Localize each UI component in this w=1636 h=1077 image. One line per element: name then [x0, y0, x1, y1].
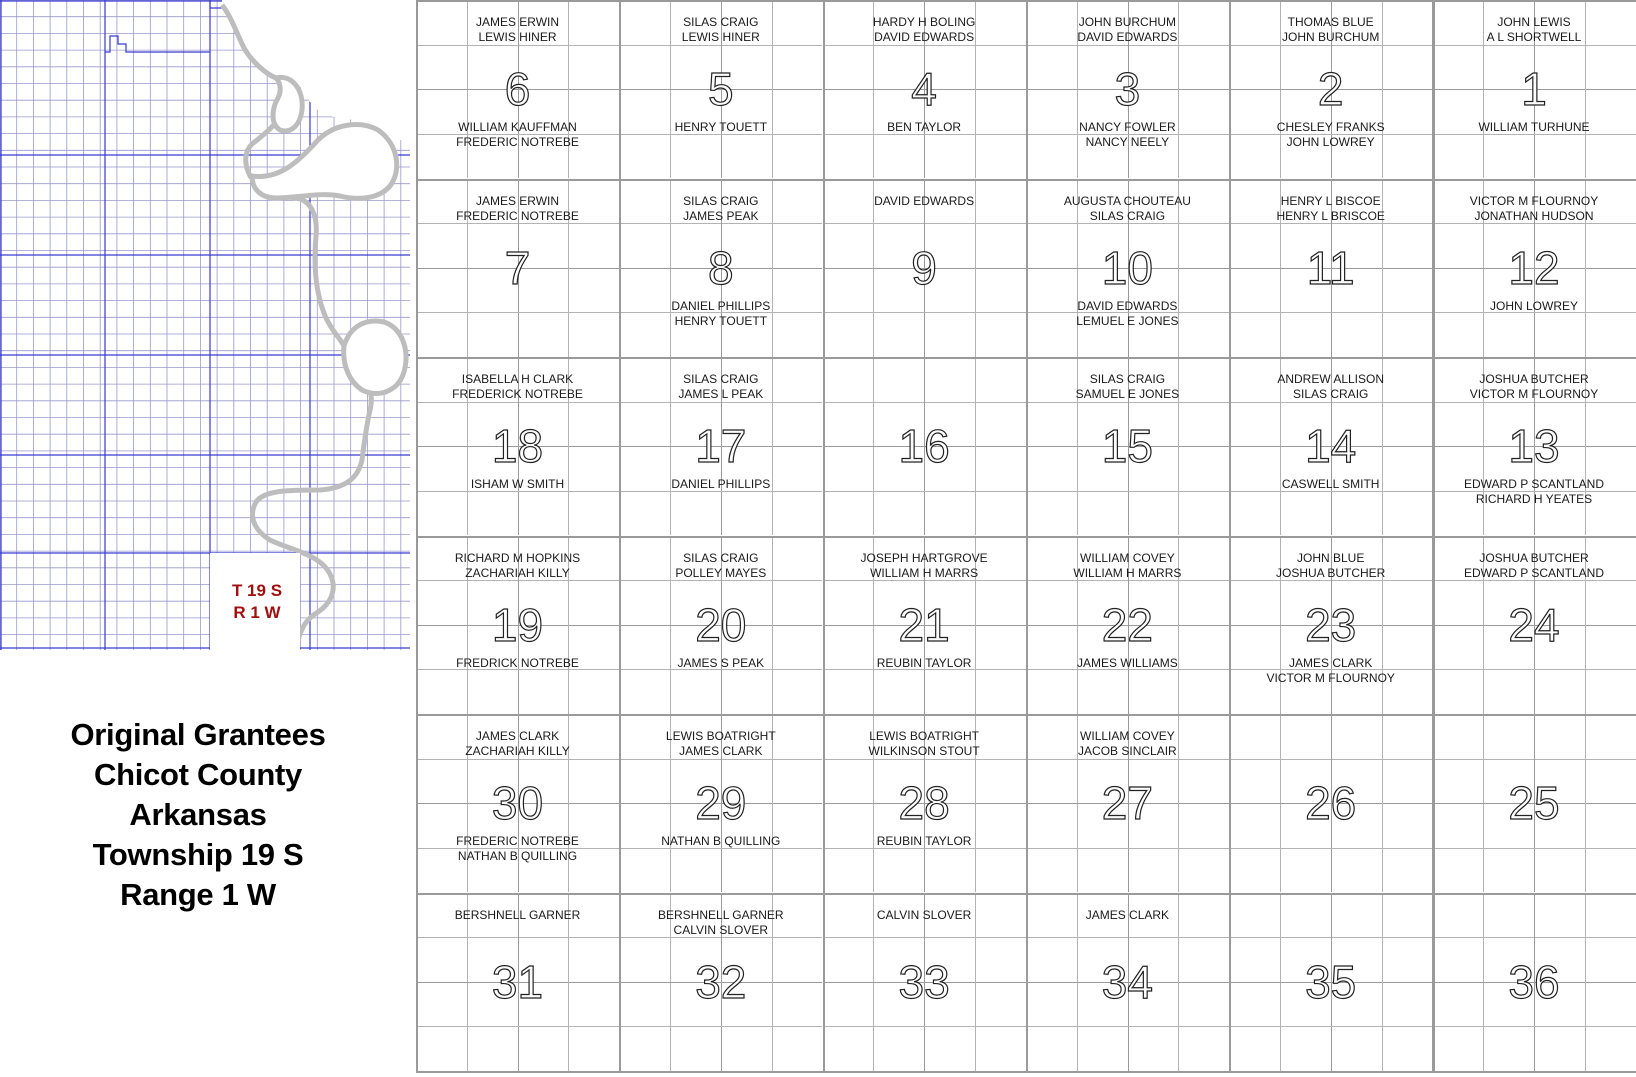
grantee-name: JAMES L PEAK [678, 387, 764, 401]
overview-boundary-notch [105, 0, 222, 52]
section-number: 6 [504, 63, 531, 115]
grantee-name: WILLIAM COVEY [1080, 729, 1175, 743]
section-7 [416, 179, 619, 357]
grantee-name: ZACHARIAH KILLY [465, 744, 570, 758]
grantees-bottom [1433, 120, 1636, 135]
grantees-bottom [1026, 120, 1229, 150]
grantee-name: CHESLEY FRANKS [1276, 120, 1385, 134]
section-number: 11 [1306, 241, 1355, 294]
grantee-name: FREDRICK NOTREBE [456, 655, 579, 670]
section-number: 25 [1508, 777, 1560, 829]
section-number: 27 [1101, 777, 1153, 829]
section-30 [416, 714, 619, 892]
range-code: R 1 W [233, 603, 281, 622]
grantee-name: FREDERIC NOTREBE [456, 834, 579, 848]
grantee-name: LEWIS HINER [478, 30, 557, 44]
grantees-bottom [619, 299, 822, 329]
section-number: 28 [898, 777, 950, 829]
grantee-name: FREDERICK NOTREBE [452, 387, 583, 401]
section-32 [619, 893, 822, 1071]
section-29 [619, 714, 822, 892]
grantee-name: EDWARD P SCANTLAND [1463, 477, 1605, 491]
section-8 [619, 179, 822, 357]
grantees-bottom [619, 834, 822, 849]
title-line-4: Township 19 S [92, 837, 304, 872]
section-number: 24 [1508, 598, 1560, 651]
grantee-name: JOHN BLUE [1297, 550, 1365, 565]
title-line-2: Chicot County [94, 757, 302, 792]
grantee-name: HARDY H BOLING [872, 15, 976, 29]
grantee-name: JOHN BURCHUM [1282, 30, 1380, 44]
grantee-name: JONATHAN HUDSON [1474, 208, 1594, 223]
grantee-name: FREDERIC NOTREBE [456, 208, 579, 223]
section-9 [823, 179, 1026, 357]
section-number: 16 [898, 420, 950, 472]
section-number: 4 [911, 63, 937, 115]
grantee-name: BEN TAYLOR [887, 120, 962, 134]
section-number: 34 [1101, 955, 1153, 1008]
grantees-bottom [1026, 656, 1229, 671]
grantee-name: JAMES PEAK [683, 208, 759, 223]
section-15 [1026, 357, 1229, 535]
grantees-bottom [1229, 120, 1432, 150]
grantee-name: SILAS CRAIG [1293, 387, 1369, 401]
section-33 [823, 893, 1026, 1071]
section-number: 31 [491, 955, 544, 1008]
section-number: 17 [695, 420, 747, 472]
grantee-name: SILAS CRAIG [1089, 208, 1166, 223]
section-36 [1433, 893, 1636, 1071]
grantee-name: HENRY L BISCOE [1280, 193, 1381, 208]
grantee-name: SILAS CRAIG [683, 372, 759, 386]
grantees-bottom [1229, 656, 1432, 686]
grantees-top [416, 729, 619, 759]
section-number: 1 [1521, 63, 1547, 115]
grantees-top [619, 551, 822, 581]
grantee-name: ANDREW ALLISON [1277, 372, 1385, 386]
river-oxbow-mid [252, 125, 397, 199]
section-35 [1229, 893, 1432, 1071]
grantees-bottom [1433, 299, 1636, 314]
section-number: 13 [1508, 420, 1560, 472]
section-25 [1433, 714, 1636, 892]
grantee-name: VICTOR M FLOURNOY [1469, 193, 1599, 208]
section-19 [416, 536, 619, 714]
grantees-bottom [416, 656, 619, 671]
title-line-3: Arkansas [129, 797, 267, 832]
grantees-top [1229, 372, 1432, 402]
grantees-bottom [823, 834, 1026, 849]
grantees-top [1433, 194, 1636, 224]
section-3 [1026, 0, 1229, 178]
grantee-name: LEMUEL E JONES [1076, 313, 1179, 328]
section-number: 35 [1305, 955, 1357, 1008]
grantee-name: DAVID EDWARDS [1077, 30, 1178, 44]
section-number: 12 [1508, 241, 1560, 294]
section-14 [1229, 357, 1432, 535]
grantee-name: DANIEL PHILLIPS [671, 477, 771, 491]
section-4 [823, 0, 1026, 178]
grantee-name: ISHAM W SMITH [470, 477, 565, 491]
grantee-name: BERSHNELL GARNER [454, 907, 581, 922]
grantee-name: WILLIAM H MARRS [870, 565, 979, 580]
grantee-name: VICTOR M FLOURNOY [1266, 670, 1395, 685]
section-27 [1026, 714, 1229, 892]
section-number: 36 [1508, 955, 1560, 1008]
grantee-name: JOHN BURCHUM [1078, 15, 1177, 29]
grantee-name: WILKINSON STOUT [868, 744, 980, 758]
grantee-name: SILAS CRAIG [683, 550, 759, 565]
grantees-top [416, 15, 619, 45]
grantee-name: NANCY NEELY [1085, 135, 1170, 149]
section-21 [823, 536, 1026, 714]
grantee-name: JAMES ERWIN [475, 15, 560, 29]
grantee-name: WILLIAM KAUFFMAN [458, 120, 577, 134]
grantee-name: JOSEPH HARTGROVE [860, 550, 988, 565]
grantee-name: HENRY TOUETT [674, 313, 768, 328]
section-13 [1433, 357, 1636, 535]
grantees-top [823, 194, 1026, 209]
grantees-top [1026, 372, 1229, 402]
section-number: 2 [1317, 63, 1344, 115]
grantees-top [1026, 551, 1229, 581]
grantees-top [619, 372, 822, 402]
section-34 [1026, 893, 1229, 1071]
grantee-name: JAMES CLARK [475, 729, 560, 743]
grantees-top [1433, 372, 1636, 402]
grantee-name: VICTOR M FLOURNOY [1469, 387, 1599, 401]
section-26 [1229, 714, 1432, 892]
grantees-bottom [1026, 299, 1229, 329]
grantee-name: JAMES CLARK [1085, 907, 1170, 922]
grantees-bottom [416, 477, 619, 492]
grantee-name: ZACHARIAH KILLY [465, 565, 570, 580]
grantee-name: JAMES CLARK [679, 744, 763, 758]
grantee-name: SILAS CRAIG [683, 15, 759, 29]
grantees-bottom [823, 120, 1026, 135]
grantee-name: REUBIN TAYLOR [876, 834, 972, 848]
section-number: 33 [898, 955, 950, 1008]
grantee-name: HENRY L BRISCOE [1276, 208, 1385, 223]
grantee-name: THOMAS BLUE [1287, 15, 1374, 29]
grantees-top [1229, 551, 1432, 581]
grantee-name: SAMUEL E JONES [1075, 387, 1180, 401]
grantee-name: CALVIN SLOVER [876, 907, 972, 922]
township-section-grid [416, 0, 1636, 1077]
grantee-name: JOSHUA BUTCHER [1479, 372, 1589, 386]
section-number: 3 [1114, 63, 1141, 115]
section-number: 10 [1101, 241, 1153, 294]
section-17 [619, 357, 822, 535]
section-6 [416, 0, 619, 178]
section-number: 29 [695, 777, 747, 829]
grantee-name: LEWIS BOATRIGHT [665, 729, 776, 743]
grantees-top [1229, 194, 1432, 224]
grantees-top [1026, 15, 1229, 45]
section-number: 9 [911, 241, 937, 294]
section-number: 23 [1305, 598, 1357, 651]
section-2 [1229, 0, 1432, 178]
grantee-name: LEWIS HINER [681, 30, 760, 44]
grantee-name: JAMES CLARK [1289, 655, 1373, 670]
grantee-name: JOSHUA BUTCHER [1479, 550, 1589, 565]
grantees-top [416, 551, 619, 581]
grantee-name: JOHN LOWREY [1286, 135, 1375, 149]
grantee-name: RICHARD H YEATES [1475, 492, 1593, 506]
section-11 [1229, 179, 1432, 357]
grantees-bottom [416, 834, 619, 864]
grantees-bottom [1229, 477, 1432, 492]
section-24 [1433, 536, 1636, 714]
grantee-name: NATHAN B QUILLING [661, 834, 781, 848]
grantee-name: POLLEY MAYES [675, 565, 767, 580]
overview-township-label [212, 580, 302, 624]
grantees-top [1026, 908, 1229, 923]
grantee-name: RICHARD M HOPKINS [454, 550, 581, 565]
grantee-name: DAVID EDWARDS [874, 193, 975, 208]
grantee-name: DANIEL PHILLIPS [671, 298, 771, 313]
section-28 [823, 714, 1026, 892]
section-number: 26 [1305, 777, 1357, 829]
grantees-bottom [823, 656, 1026, 671]
grantee-name: CASWELL SMITH [1281, 477, 1380, 491]
grantees-bottom [619, 477, 822, 492]
grantee-name: WILLIAM H MARRS [1073, 565, 1182, 580]
section-31 [416, 893, 619, 1071]
grantees-bottom [619, 120, 822, 135]
grantee-name: JACOB SINCLAIR [1078, 744, 1177, 758]
grantees-top [619, 908, 822, 938]
grantee-name: JOHN LOWREY [1489, 298, 1578, 313]
section-number: 8 [708, 241, 734, 294]
grantees-top [619, 729, 822, 759]
map-title [0, 715, 396, 915]
grantee-name: FREDERIC NOTREBE [456, 135, 579, 149]
grantee-name: DAVID EDWARDS [874, 30, 975, 44]
section-number: 18 [491, 420, 544, 472]
river-lake-top [273, 77, 302, 131]
grantee-name: JAMES WILLIAMS [1077, 655, 1178, 670]
title-line-5: Range 1 W [120, 877, 276, 912]
grantee-name: WILLIAM TURHUNE [1478, 120, 1590, 134]
grantees-top [1433, 551, 1636, 581]
title-line-1: Original Grantees [70, 717, 326, 752]
section-number: 21 [898, 598, 950, 651]
grantees-top [619, 15, 822, 45]
grantee-name: NANCY FOWLER [1079, 120, 1176, 134]
grantees-top [1433, 15, 1636, 45]
section-number: 22 [1101, 598, 1153, 651]
section-16 [823, 357, 1026, 535]
section-23 [1229, 536, 1432, 714]
grantee-name: NATHAN B QUILLING [457, 849, 578, 863]
grantee-name: A L SHORTWELL [1486, 30, 1582, 44]
grantees-top [416, 372, 619, 402]
grantees-top [1026, 729, 1229, 759]
grantees-top [416, 194, 619, 224]
section-10 [1026, 179, 1229, 357]
grantees-top [823, 15, 1026, 45]
section-number: 15 [1101, 420, 1153, 472]
section-18 [416, 357, 619, 535]
section-number: 30 [491, 777, 544, 829]
grantee-name: BERSHNELL GARNER [658, 907, 784, 922]
river-oxbow-lower [344, 321, 406, 393]
section-12 [1433, 179, 1636, 357]
grantee-name: AUGUSTA CHOUTEAU [1063, 193, 1191, 208]
grantees-top [416, 908, 619, 923]
grantees-top [1026, 194, 1229, 224]
section-number: 20 [695, 598, 747, 651]
grantee-name: ISABELLA H CLARK [461, 372, 574, 386]
grantees-top [823, 551, 1026, 581]
grantee-name: HENRY TOUETT [674, 120, 768, 134]
section-number: 32 [695, 955, 747, 1008]
section-5 [619, 0, 822, 178]
grantee-name: DAVID EDWARDS [1077, 298, 1178, 313]
grantee-name: SILAS CRAIG [1089, 372, 1166, 386]
section-number: 7 [504, 241, 531, 294]
section-1 [1433, 0, 1636, 178]
grantees-bottom [619, 656, 822, 671]
section-number: 14 [1305, 420, 1357, 472]
grantee-name: LEWIS BOATRIGHT [869, 729, 979, 743]
township-code: T 19 S [231, 581, 283, 600]
grantees-bottom [416, 120, 619, 150]
grantees-bottom [1433, 477, 1636, 507]
grantees-top [823, 729, 1026, 759]
grantee-name: JAMES S PEAK [677, 655, 765, 670]
grantee-name: REUBIN TAYLOR [876, 655, 972, 670]
section-number: 19 [491, 598, 544, 651]
section-20 [619, 536, 822, 714]
grantee-name: JAMES ERWIN [475, 193, 560, 208]
section-number: 5 [708, 63, 734, 115]
grantee-name: EDWARD P SCANTLAND [1463, 565, 1605, 580]
grantees-top [1229, 15, 1432, 45]
section-22 [1026, 536, 1229, 714]
grantee-name: WILLIAM COVEY [1080, 550, 1175, 565]
grantee-name: SILAS CRAIG [683, 193, 759, 208]
grantees-top [823, 908, 1026, 923]
grantee-name: CALVIN SLOVER [673, 922, 769, 937]
overview-map [0, 0, 410, 650]
grantee-name: JOSHUA BUTCHER [1276, 565, 1386, 580]
grantees-top [619, 194, 822, 224]
grantee-name: JOHN LEWIS [1497, 15, 1571, 29]
